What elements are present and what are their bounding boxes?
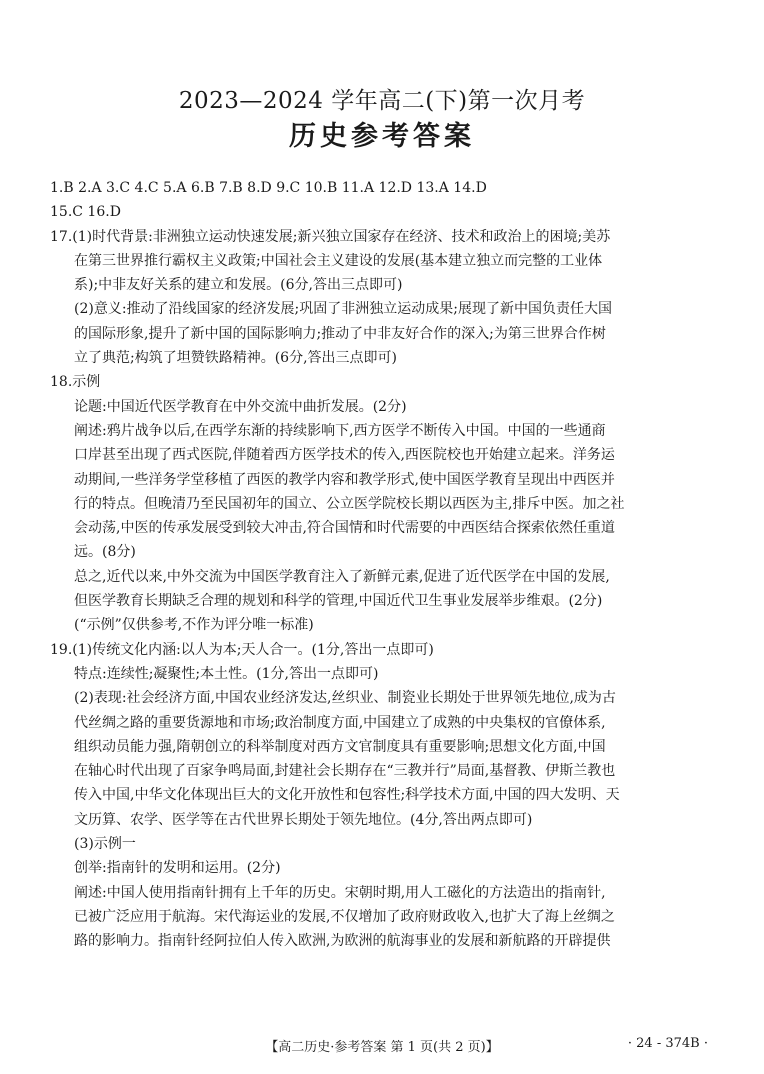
q19-p3-line: 已被广泛应用于航海。宋代海运业的发展,不仅增加了政府财政收入,也扩大了海上丝绸之 [74, 908, 615, 925]
mc-answers-line-1: 1.B 2.A 3.C 4.C 5.A 6.B 7.B 8.D 9.C 10.B 11.A 12.D 13.A 14.D [50, 180, 487, 196]
q18-argument-line: 动期间,一些洋务学堂移植了西医的教学内容和教学形式,使中国医学教育呈现出中西医并 [74, 471, 615, 488]
q19-p2-line: 组织动员能力强,隋朝创立的科举制度对西方文官制度具有重要影响;思想文化方面,中国 [74, 738, 606, 755]
exam-title: 2023—2024 学年高二(下)第一次月考 [178, 88, 586, 114]
q17-p1-line: 17.(1)时代背景:非洲独立运动快速发展;新兴独立国家存在经济、技术和政治上的困境;美苏 [50, 228, 611, 245]
q19-p3-line: 阐述:中国人使用指南针拥有上千年的历史。宋朝时期,用人工磁化的方法造出的指南针, [74, 884, 606, 901]
q19-p2-line: 传入中国,中华文化体现出巨大的文化开放性和包容性;科学技术方面,中国的四大发明、天 [74, 787, 620, 804]
q18-note: (“示例”仅供参考,不作为评分唯一标准) [74, 617, 314, 634]
q17-p1-line: 系);中非友好关系的建立和发展。(6分,答出三点即可) [74, 277, 403, 294]
q19-p2-line: 代丝绸之路的重要货源地和市场;政治制度方面,中国建立了成熟的中央集权的官僚体系, [74, 714, 606, 731]
q18-label: 18.示例 [50, 374, 101, 391]
footer-page-info: 【高二历史·参考答案 第 1 页(共 2 页)】 [265, 1040, 499, 1055]
q18-argument-line: 行的特点。但晚清乃至民国初年的国立、公立医学院校长期以西医为主,排斥中医。加之社 [74, 495, 625, 512]
q18-argument-line: 会动荡,中医的传承发展受到较大冲击,符合国情和时代需要的中西医结合探索依然任重道 [74, 520, 615, 537]
q17-p2-line: (2)意义:推动了沿线国家的经济发展;巩固了非洲独立运动成果;展现了新中国负责任大国 [74, 301, 612, 318]
q18-argument-line: 阐述:鸦片战争以后,在西学东渐的持续影响下,西方医学不断传入中国。中国的一些通商 [74, 422, 606, 439]
q19-p3-innovation: 创举:指南针的发明和运用。(2分) [74, 860, 281, 877]
q19-p3-line: 路的影响力。指南针经阿拉伯人传入欧洲,为欧洲的航海事业的发展和新航路的开辟提供 [74, 933, 611, 950]
footer-code: · 24 - 374B · [627, 1036, 708, 1051]
mc-answers-line-2: 15.C 16.D [50, 204, 121, 221]
q18-argument-line: 远。(8分) [74, 544, 136, 561]
document-title: 历史参考答案 [289, 121, 475, 152]
q19-p2-line: 文历算、农学、医学等在古代世界长期处于领先地位。(4分,答出两点即可) [74, 811, 533, 828]
q18-thesis: 论题:中国近代医学教育在中外交流中曲折发展。(2分) [74, 398, 407, 415]
q17-p1-line: 在第三世界推行霸权主义政策;中国社会主义建设的发展(基本建立独立而完整的工业体 [74, 252, 603, 269]
q18-summary-line: 总之,近代以来,中外交流为中国医学教育注入了新鲜元素,促进了近代医学在中国的发展, [74, 568, 610, 585]
q18-argument-line: 口岸甚至出现了西式医院,伴随着西方医学技术的传入,西医院校也开始建立起来。洋务运 [74, 447, 615, 464]
q19-p2-line: (2)表现:社会经济方面,中国农业经济发达,丝织业、制瓷业长期处于世界领先地位,成为古 [74, 690, 616, 707]
q19-p1b: 特点:连续性;凝聚性;本土性。(1分,答出一点即可) [74, 665, 379, 682]
q18-summary-line: 但医学教育长期缺乏合理的规划和科学的管理,中国近代卫生事业发展举步维艰。(2分) [74, 593, 603, 610]
q19-p2-line: 在轴心时代出现了百家争鸣局面,封建社会长期存在“三教并行”局面,基督教、伊斯兰教也 [74, 763, 616, 780]
q19-p3-label: (3)示例一 [74, 836, 136, 853]
q17-p2-line: 立了典范;构筑了坦赞铁路精神。(6分,答出三点即可) [74, 350, 397, 367]
content-body [50, 176, 714, 954]
q17-p2-line: 的国际形象,提升了新中国的国际影响力;推动了中非友好合作的深入;为第三世界合作树 [74, 325, 606, 342]
q19-p1: 19.(1)传统文化内涵:以人为本;天人合一。(1分,答出一点即可) [50, 641, 434, 658]
